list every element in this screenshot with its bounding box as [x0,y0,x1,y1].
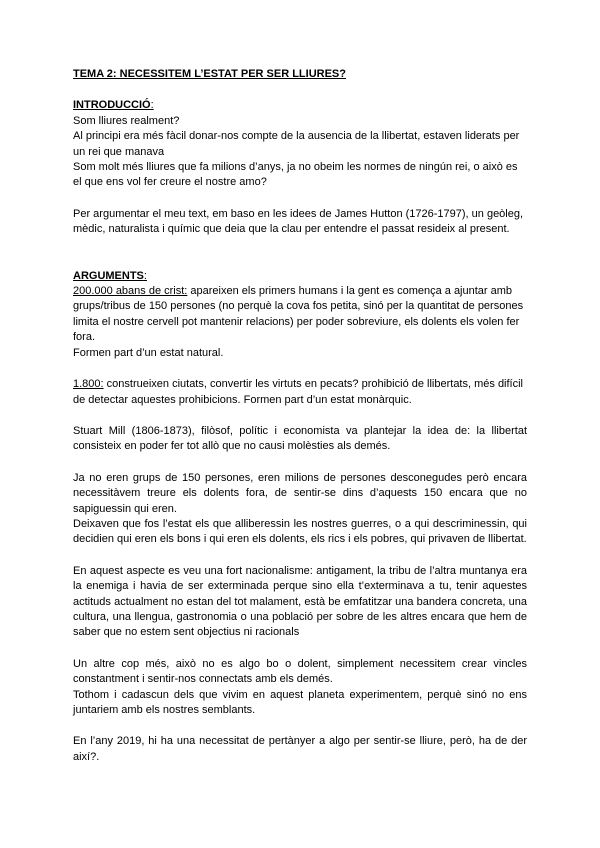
spacer [73,455,527,471]
argument-paragraph: Ja no eren grups de 150 persones, eren milions de persones desconegudes però encara necessitàvem treure els dolents fora, de sentir-se dins d’aquests 150 encara que no sapiguessin qui eren. [73,471,527,515]
spacer [73,82,527,98]
intro-heading-colon: : [150,99,154,112]
argument-paragraph: Un altre cop més, això no es algo bo o dolent, simplement necessitem crear vincles constantment i sentir-nos connectats amb els demés. [73,657,527,686]
argument-text: apareixen els primers humans i la gent es comença a ajuntar amb grups/tribus de 150 persones (no perquè la cova fos petita, sinó per la quantitat de persones limita el nostre cervell pot mantenir relacions) per poder sobreviure, els dolents els volen fer fora. [73,285,524,344]
argument-text: construeixen ciutats, convertir les virtuts en pecats? prohibició de llibertats, més difícil de detectar aquestes prohibicions. Formen part d’un estat monàrquic. [73,378,524,406]
spacer [73,238,527,269]
intro-line: Som lliures realment? [73,114,180,127]
intro-line: Som molt més lliures que fa milions d’anys, ja no obeim les normes de ningún rei, o això es el que ens vol fer creure el nostre amo? [73,161,518,189]
intro-paragraph: Per argumentar el meu text, em baso en les idees de James Hutton (1726-1797), un geòleg, mèdic, naturalista i químic que deia que la clau per entendre el passat resideix al present. [73,207,524,236]
argument-date-label: 200.000 abans de crist: [73,285,188,298]
argument-paragraph [73,284,527,346]
spacer [73,548,527,564]
argument-paragraph: Stuart Mill (1806-1873), filòsof, polític i economista va plantejar la idea de: la llibertat consisteix en poder fer tot allò que no causi molèsties als demés. [73,424,527,453]
argument-paragraph: En aquest aspecte es veu una fort nacionalisme: antigament, la tribu de l’altra muntanya era la enemiga i havia de ser exterminada perque sino ella t’exterminava a tu, tenir aquestes actituds actualment no estan del tot malament, està be emfatitzar una bandera concreta, una cultura, una llengua, gastronomia o una població per sobre de les altres encara que hem de saber que no estem sent objectius ni racionals [73,564,527,639]
spacer [73,191,527,207]
page-title: TEMA 2: NECESSITEM L’ESTAT PER SER LLIURES? [73,68,346,80]
spacer [73,641,527,657]
argument-paragraph [73,377,527,408]
argument-paragraph: Deixaven que fos l’estat els que alliberessin les nostres guerres, o a qui descriminessin, qui decidien qui eren els bons i qui eren els dolents, els rics i els pobres, qui privaven de llibertat. [73,517,527,546]
intro-line: Al principi era més fàcil donar-nos compte de la ausencia de la llibertat, estaven liderats per un rei que manava [73,130,520,158]
intro-heading [73,98,527,113]
argument-line: Formen part d’un estat natural. [73,346,224,359]
argument-paragraph: En l’any 2019, hi ha una necessitat de pertànyer a algo per sentir-se lliure, però, ha de der així?. [73,735,527,763]
spacer [73,361,527,377]
argument-date-label: 1.800: [73,378,104,391]
argument-paragraph: Tothom i cadascun dels que vivim en aquest planeta experimentem, perquè sinó no ens juntariem amb els nostres semblants. [73,688,527,716]
arguments-heading-text: ARGUMENTS [73,269,144,282]
intro-heading-text: INTRODUCCIÓ [73,99,151,112]
spacer [73,718,527,734]
document-page [73,67,527,765]
spacer [73,408,527,424]
arguments-heading [73,269,527,284]
arguments-heading-colon: : [143,269,147,282]
